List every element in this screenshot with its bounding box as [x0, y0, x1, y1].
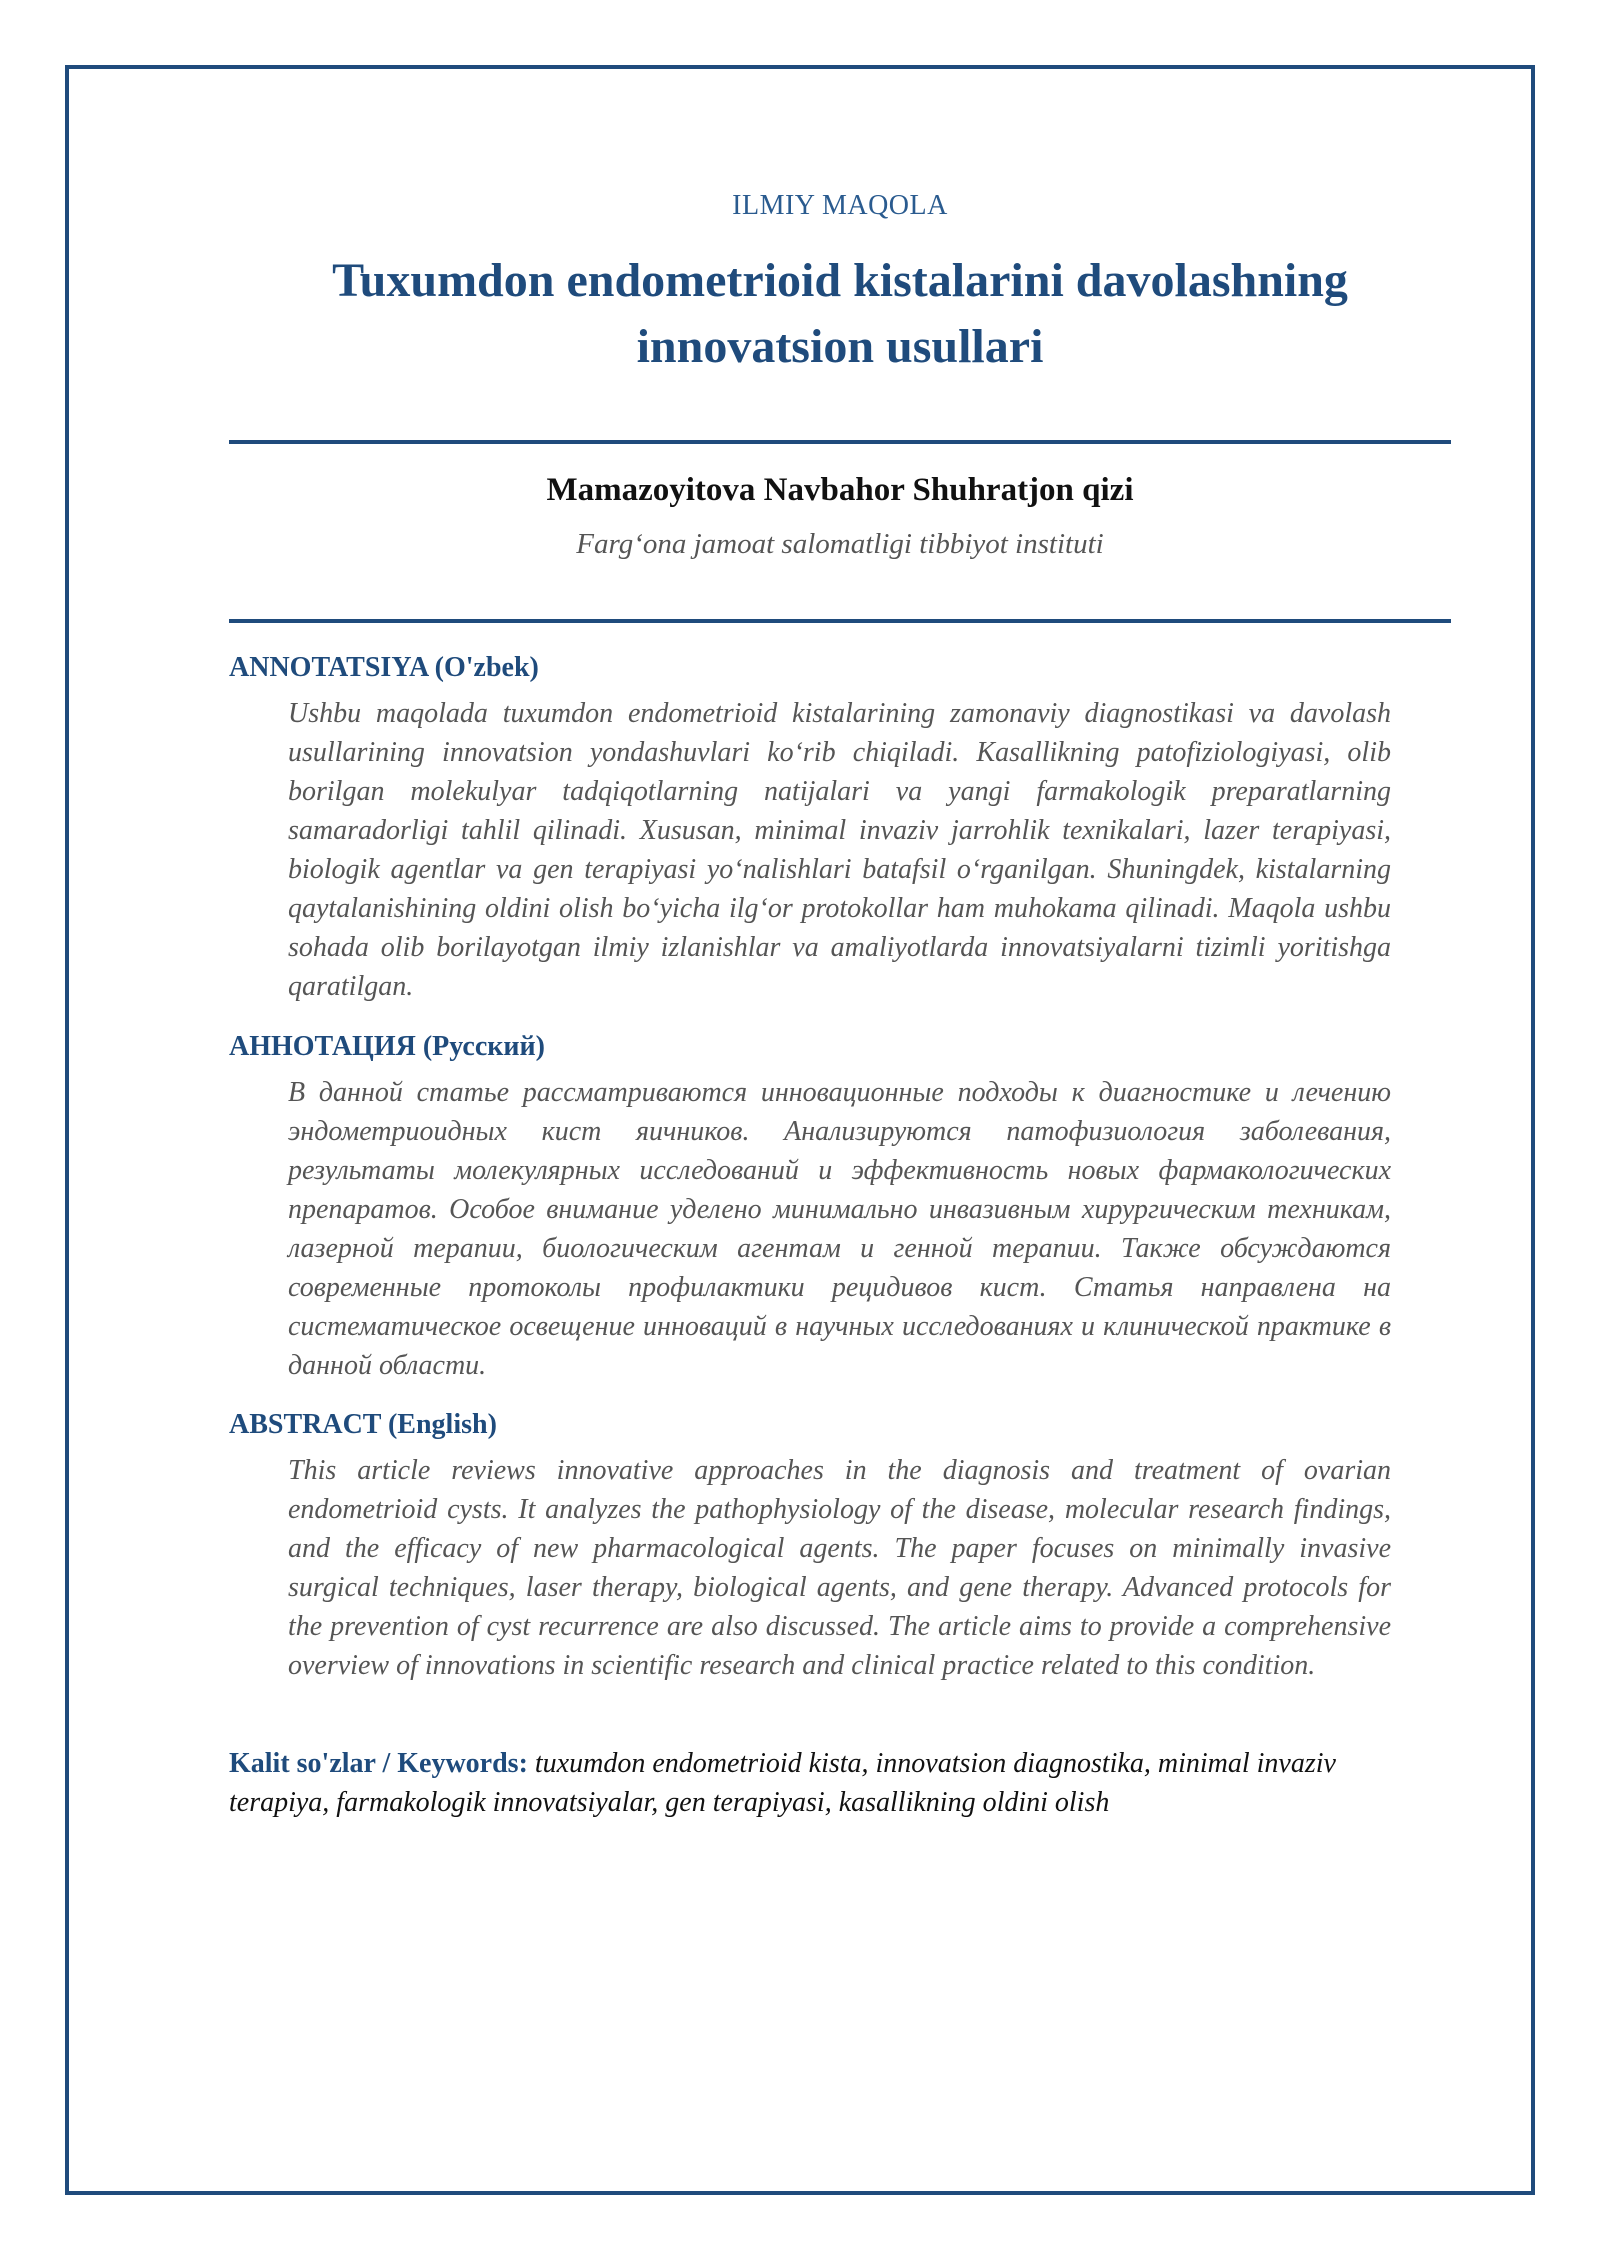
- author-name: Mamazoyitova Navbahor Shuhratjon qizi: [546, 472, 1134, 508]
- abstract-text-uzbek: Ushbu maqolada tuxumdon endometrioid kistalarining zamonaviy diagnostikasi va davolash usullarining innovatsion yondashuvlari ko‘rib chiqiladi. Kasallikning patofiziologiyasi, olib borilgan molekulyar tadqiqotlarning natijalari va yangi farmakologik preparatlarning samaradorligi tahlil qilinadi. Xususan, minimal invaziv jarrohlik texnikalari, lazer terapiyasi, biologik agentlar va gen terapiyasi yo‘nalishlari batafsil o‘rganilgan. Shuningdek, kistalarning qaytalanishining oldini olish bo‘yicha ilg‘or protokollar ham muhokama qilinadi. Maqola ushbu sohada olib borilayotgan ilmiy izlanishlar va amaliyotlarda innovatsiyalarni tizimli yoritishga qaratilgan.: [288, 698, 1391, 1002]
- keywords: [229, 1744, 1419, 1822]
- keywords-text: tuxumdon endometrioid kista, innovatsion diagnostika, minimal invaziv terapiya, farmakologik innovatsiyalar, gen terapiyasi, kasallikning oldini olish: [229, 1748, 1336, 1818]
- article-title-line-1: Tuxumdon endometrioid kistalarini davolashning: [332, 254, 1348, 307]
- abstract-text-russian: В данной статье рассматриваются инновационные подходы к диагностике и лечению эндометриоидных кист яичников. Анализируются патофизиология заболевания, результаты молекулярных исследований и эффективность новых фармакологических препаратов. Особое внимание уделено минимально инвазивным хирургическим техникам, лазерной терапии, биологическим агентам и генной терапии. Также обсуждаются современные протоколы профилактики рецидивов кист. Статья направлена на систематическое освещение инноваций в научных исследованиях и клинической практике в данной области.: [288, 1077, 1391, 1381]
- abstract-text-english: This article reviews innovative approaches in the diagnosis and treatment of ovarian endometrioid cysts. It analyzes the pathophysiology of the disease, molecular research findings, and the efficacy of new pharmacological agents. The paper focuses on minimally invasive surgical techniques, laser therapy, biological agents, and gene therapy. Advanced protocols for the prevention of cyst recurrence are also discussed. The article aims to provide a comprehensive overview of innovations in scientific research and clinical practice related to this condition.: [288, 1455, 1391, 1681]
- article-title-line-2: innovatsion usullari: [636, 320, 1044, 373]
- abstract-heading-english: ABSTRACT (English): [229, 1409, 497, 1440]
- author-divider: [229, 619, 1451, 623]
- keywords-label: Kalit so'zlar / Keywords:: [229, 1748, 528, 1779]
- abstract-heading-uzbek: ANNOTATSIYA (O'zbek): [229, 652, 539, 683]
- author-affiliation: Farg‘ona jamoat salomatligi tibbiyot instituti: [576, 528, 1104, 560]
- article-title: [229, 248, 1451, 380]
- article-type-label: ILMIY MAQOLA: [732, 190, 948, 221]
- abstract-heading-russian: АННОТАЦИЯ (Русский): [229, 1031, 545, 1062]
- title-divider: [229, 440, 1451, 444]
